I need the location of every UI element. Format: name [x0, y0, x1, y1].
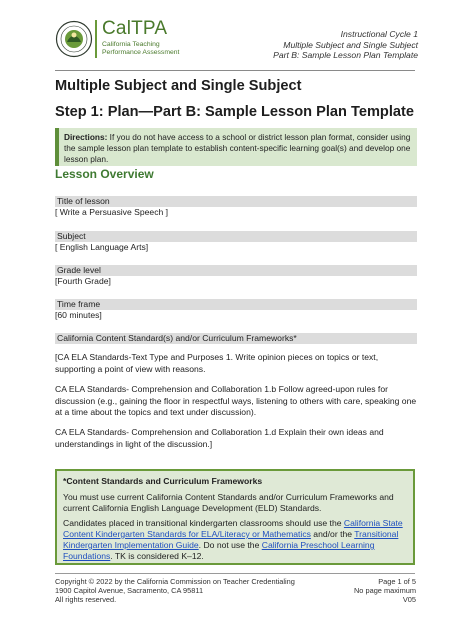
note-text-d: . TK is considered K–12.	[110, 551, 204, 561]
note-paragraph-1: You must use current California Content Standards and/or Curriculum Frameworks and current California English Language Development (ELD) Standards.	[63, 492, 394, 513]
running-header	[273, 29, 418, 61]
caltpa-logo	[55, 20, 195, 66]
header-rule	[55, 70, 415, 71]
brand-divider	[95, 20, 97, 58]
directions-text: If you do not have access to a school or district lesson plan format, consider using the sample lesson plan template to establish content-specific learning goal(s) and develop one lesson plan.	[64, 132, 411, 164]
standards-paragraph-3[interactable]: CA ELA Standards- Comprehension and Collaboration 1.d Explain their own ideas and understandings in light of the discussion.]	[55, 427, 384, 449]
note-title: *Content Standards and Curriculum Frameworks	[63, 476, 263, 486]
footer-copyright: Copyright © 2022 by the California Commission on Teacher Credentialing	[55, 577, 295, 586]
header-subject: Multiple Subject and Single Subject	[283, 39, 418, 50]
section-heading: Lesson Overview	[55, 167, 154, 181]
footer-rights: All rights reserved.	[55, 595, 117, 605]
field-value-grade[interactable]: [Fourth Grade]	[55, 276, 111, 286]
footer-left	[55, 577, 295, 605]
note-text-c: . Do not use the	[198, 540, 262, 550]
field-label-time: Time frame	[55, 299, 417, 310]
standards-paragraph-1[interactable]: [CA ELA Standards-Text Type and Purposes 1. Write opinion pieces on topics or text, supporting a point of view with reasons.	[55, 352, 379, 374]
note-text-b: and/or the	[310, 529, 355, 539]
tk-implementation-guide-link[interactable]: Transitional Kindergarten Implementation Guide	[63, 529, 399, 550]
field-label-standards: California Content Standard(s) and/or Curriculum Frameworks*	[55, 333, 417, 344]
header-part: Part B: Sample Lesson Plan Template	[273, 50, 418, 61]
brand-subtitle	[102, 41, 212, 57]
document-title: Multiple Subject and Single Subject	[55, 78, 302, 94]
footer-version: V05	[402, 595, 416, 605]
footer-right	[354, 577, 416, 605]
ctc-seal-icon	[55, 20, 93, 58]
document-subtitle: Step 1: Plan—Part B: Sample Lesson Plan Template	[55, 104, 414, 120]
brand-subtitle-line-1: California Teaching	[102, 41, 160, 48]
field-label-subject: Subject	[55, 231, 417, 242]
note-paragraph-2	[63, 518, 407, 562]
footer-address: 1900 Capitol Avenue, Sacramento, CA 95811	[55, 586, 204, 596]
standards-paragraph-2[interactable]: CA ELA Standards- Comprehension and Collaboration 1.b Follow agreed-upon rules for discussion (e.g., gaining the floor in respectful ways, listening to others with care, speaking one at a time about the topics and text under discussion).	[55, 384, 417, 417]
footer-page-number: Page 1 of 5	[378, 577, 416, 586]
preschool-foundations-link[interactable]: California Preschool Learning Foundations	[63, 540, 375, 561]
field-value-time[interactable]: [60 minutes]	[55, 310, 102, 320]
standards-note-box	[55, 469, 415, 565]
directions-box	[55, 128, 417, 166]
field-label-grade: Grade level	[55, 265, 417, 276]
field-value-subject[interactable]: [ English Language Arts]	[55, 242, 149, 252]
ca-kindergarten-standards-link[interactable]: California State Content Kindergarten Standards for ELA/Literacy or Mathematics	[63, 518, 403, 539]
field-label-title: Title of lesson	[55, 196, 417, 207]
header-cycle: Instructional Cycle 1	[340, 29, 418, 39]
note-text-a: Candidates placed in transitional kindergarten classrooms should use the	[63, 518, 344, 528]
directions-label: Directions:	[64, 132, 108, 142]
brand-title: CalTPA	[102, 18, 168, 39]
footer-rule	[55, 573, 415, 574]
brand-subtitle-line-2: Performance Assessment	[102, 49, 180, 56]
footer-page-maximum: No page maximum	[353, 586, 416, 596]
field-value-title[interactable]: [ Write a Persuasive Speech ]	[55, 207, 169, 217]
